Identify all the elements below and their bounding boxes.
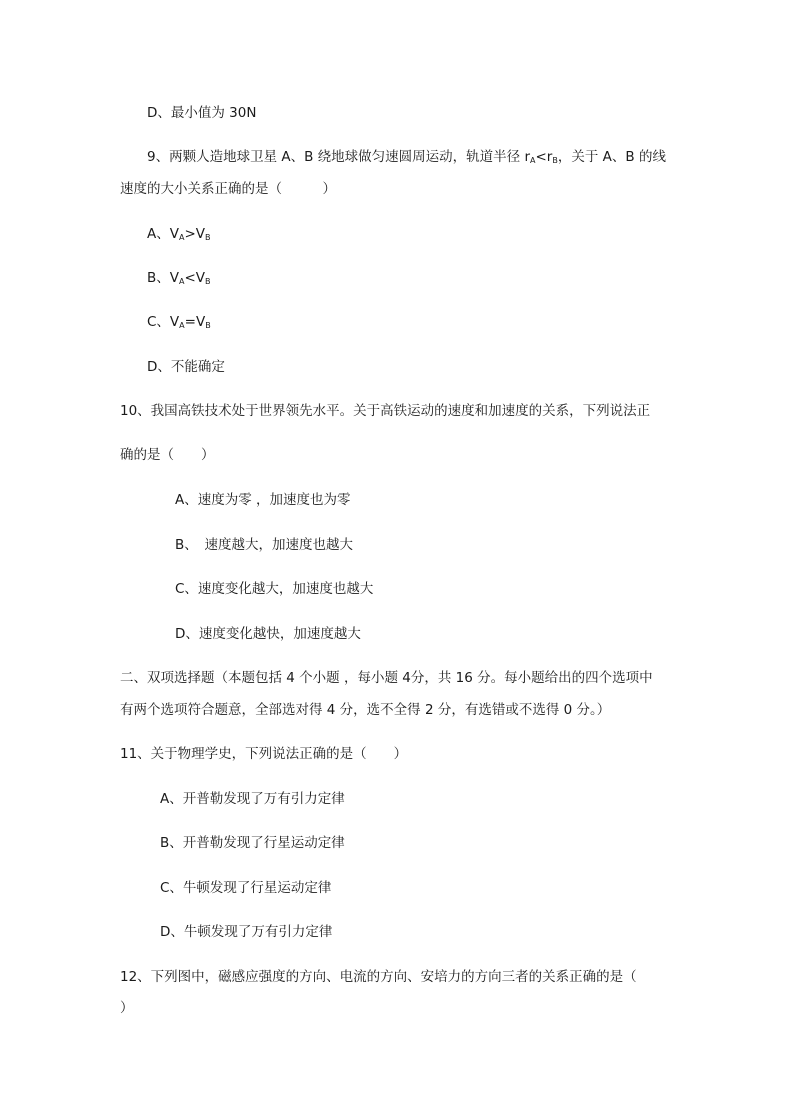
q10-option-a: A、速度为零 ，加速度也为零 bbox=[175, 492, 351, 508]
q9-option-b: B、$V_A<V_B$ bbox=[147, 270, 211, 286]
q10-option-c: C、速度变化越大，加速度也越大 bbox=[175, 581, 374, 597]
section2-heading-line1: 二、双项选择题（本题包括 4 个小题 ，每小题 4分，共 16 分。每小题给出的四个选项中 bbox=[120, 670, 653, 686]
q11-option-b: B、开普勒发现了行星运动定律 bbox=[160, 835, 345, 851]
q12-stem-line1: 12、下列图中，磁感应强度的方向、电流的方向、安培力的方向三者的关系正确的是（ bbox=[120, 969, 637, 985]
q9-stem-lt: <r bbox=[535, 149, 553, 165]
section2-heading-line2: 有两个选项符合题意，全部选对得 4 分，选不全得 2 分，有选错或不选得 0 分。） bbox=[120, 702, 611, 718]
q11-option-a: A、开普勒发现了万有引力定律 bbox=[160, 791, 345, 807]
q9-sub-a: A bbox=[530, 156, 536, 165]
q12-stem-line2: ） bbox=[120, 1000, 134, 1016]
q10-option-d: D、速度变化越快，加速度越大 bbox=[175, 626, 361, 642]
q11-option-d: D、牛顿发现了万有引力定律 bbox=[160, 924, 333, 940]
q9-option-c: C、$V_A=V_B$ bbox=[147, 314, 211, 330]
q10-stem-line2: 确的是（ ） bbox=[120, 447, 215, 463]
q9-stem-text-a: 9、两颗人造地球卫星 A、B 绕地球做匀速圆周运动，轨道半径 r bbox=[147, 149, 531, 165]
q9-option-d: D、不能确定 bbox=[147, 359, 225, 375]
q11-option-c: C、牛顿发现了行星运动定律 bbox=[160, 880, 332, 896]
q8-option-d: D、最小值为 30N bbox=[147, 105, 257, 121]
q11-stem: 11、关于物理学史，下列说法正确的是（ ） bbox=[120, 746, 408, 762]
q9-sub-b: B bbox=[552, 156, 558, 165]
q9-stem-text-b: ，关于 A、B 的线 bbox=[557, 149, 666, 165]
q9-stem-line2: 速度的大小关系正确的是（ ） bbox=[120, 181, 336, 197]
q9-stem-line1 bbox=[147, 148, 666, 170]
q10-stem-line1: 10、我国高铁技术处于世界领先水平。关于高铁运动的速度和加速度的关系，下列说法正 bbox=[120, 403, 651, 419]
q9-option-a: A、$V_A>V_B$ bbox=[147, 226, 211, 242]
q10-option-b: B、 速度越大，加速度也越大 bbox=[175, 537, 354, 553]
